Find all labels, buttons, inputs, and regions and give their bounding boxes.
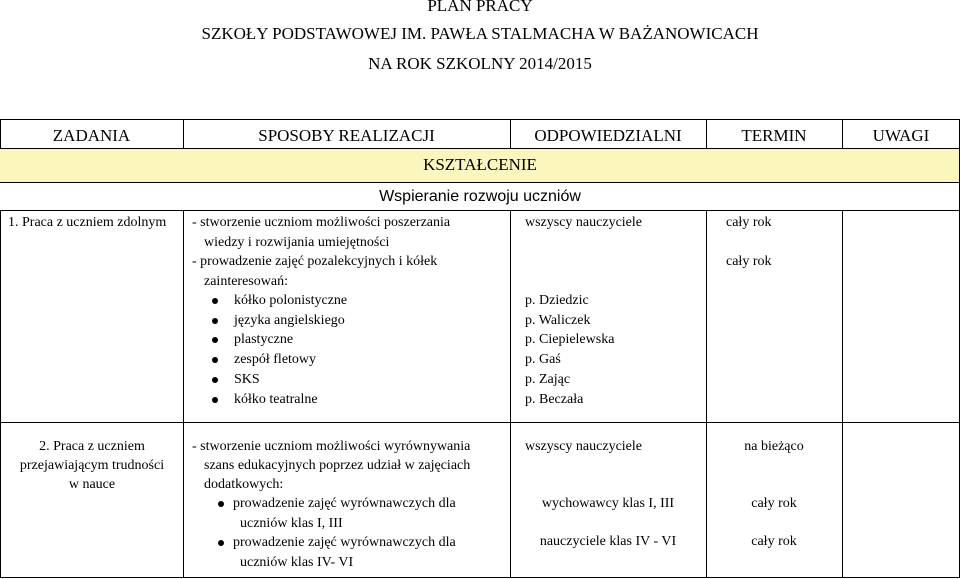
row1-term: cały rok bbox=[726, 215, 772, 230]
col-divider-3 bbox=[706, 210, 707, 578]
bullet-label: kółko polonistyczne bbox=[234, 293, 348, 308]
row1-method-line: wiedzy i rozwijania umiejętności bbox=[204, 235, 390, 250]
col-header-termin: TERMIN bbox=[741, 126, 807, 145]
bullet-label: kółko teatralne bbox=[234, 392, 318, 407]
plan-title: PLAN PRACY bbox=[427, 0, 533, 15]
table-bottom-border bbox=[0, 577, 960, 578]
row2-responsible: wszyscy nauczyciele bbox=[525, 439, 642, 454]
table-top-border bbox=[0, 119, 960, 120]
row1-method-line: - stworzenie uczniom możliwości poszerzania bbox=[192, 215, 451, 230]
row1-responsible: p. Waliczek bbox=[525, 313, 591, 328]
bullet-icon bbox=[212, 397, 218, 403]
col-divider-2 bbox=[510, 210, 511, 578]
bullet-icon bbox=[212, 298, 218, 304]
bullet-label: języka angielskiego bbox=[234, 313, 345, 328]
row1-task: 1. Praca z uczniem zdolnym bbox=[8, 215, 167, 230]
bullet-icon bbox=[218, 501, 224, 507]
bullet-label: SKS bbox=[234, 372, 260, 387]
bullet-label: uczniów klas I, III bbox=[240, 515, 343, 531]
row2-method-line: - stworzenie uczniom możliwości wyrównywania bbox=[192, 439, 471, 454]
col-divider-4 bbox=[842, 210, 843, 578]
row1-method-line: zainteresowań: bbox=[204, 274, 288, 289]
row1-responsible: p. Dziedzic bbox=[525, 293, 589, 308]
bullet-label: prowadzenie zajęć wyrównawczych dla bbox=[233, 535, 456, 550]
bullet-icon bbox=[218, 540, 224, 546]
row1-term: cały rok bbox=[726, 254, 772, 269]
bullet-icon bbox=[212, 357, 218, 363]
bullet-label: uczniów klas IV- VI bbox=[240, 554, 354, 570]
bullet-icon bbox=[212, 377, 218, 383]
row2-method-line: dodatkowych: bbox=[204, 477, 284, 492]
row1-responsible: p. Ciepielewska bbox=[525, 332, 615, 347]
band-bottom-border bbox=[0, 182, 960, 183]
col-header-sposoby: SPOSOBY REALIZACJI bbox=[258, 126, 435, 145]
row1-bottom-border bbox=[0, 422, 960, 423]
subtitle-bottom-border bbox=[0, 210, 960, 211]
col-divider-1 bbox=[183, 210, 184, 578]
row1-responsible: p. Gaś bbox=[525, 352, 561, 367]
row2-term: cały rok bbox=[751, 496, 797, 511]
school-year: NA ROK SZKOLNY 2014/2015 bbox=[368, 54, 592, 73]
row2-task: 2. Praca z uczniem bbox=[39, 439, 145, 454]
row2-responsible: nauczyciele klas IV - VI bbox=[539, 534, 677, 549]
row1-responsible: wszyscy nauczyciele bbox=[525, 215, 642, 230]
header-bottom-border bbox=[0, 148, 960, 149]
table-left-border-lower bbox=[0, 210, 1, 578]
bullet-label: plastyczne bbox=[234, 332, 294, 347]
bullet-label: prowadzenie zajęć wyrównawczych dla bbox=[233, 496, 456, 511]
row2-responsible: wychowawcy klas I, III bbox=[541, 496, 675, 511]
row2-method-line: szans edukacyjnych poprzez udział w zajęciach bbox=[204, 458, 471, 473]
row1-responsible: p. Beczała bbox=[525, 392, 584, 407]
col-header-uwagi: UWAGI bbox=[872, 126, 930, 145]
row1-responsible: p. Zając bbox=[525, 372, 571, 387]
school-name: SZKOŁY PODSTAWOWEJ IM. PAWŁA STALMACHA W BAŻANOWICACH bbox=[201, 24, 759, 43]
col-header-odpowiedzialni: ODPOWIEDZIALNI bbox=[534, 126, 682, 145]
bullet-label: zespół fletowy bbox=[234, 352, 317, 367]
row1-method-line: - prowadzenie zajęć pozalekcyjnych i kółek bbox=[192, 254, 438, 269]
row2-task: przejawiającym trudności bbox=[19, 458, 165, 473]
row2-term: cały rok bbox=[751, 534, 797, 549]
section-subtitle: Wspieranie rozwoju uczniów bbox=[379, 188, 581, 205]
section-title: KSZTAŁCENIE bbox=[423, 155, 537, 174]
row2-term: na bieżąco bbox=[744, 439, 804, 454]
row2-task: w nauce bbox=[68, 477, 116, 492]
bullet-icon bbox=[212, 337, 218, 343]
col-header-zadania: ZADANIA bbox=[52, 126, 131, 145]
bullet-icon bbox=[212, 318, 218, 324]
